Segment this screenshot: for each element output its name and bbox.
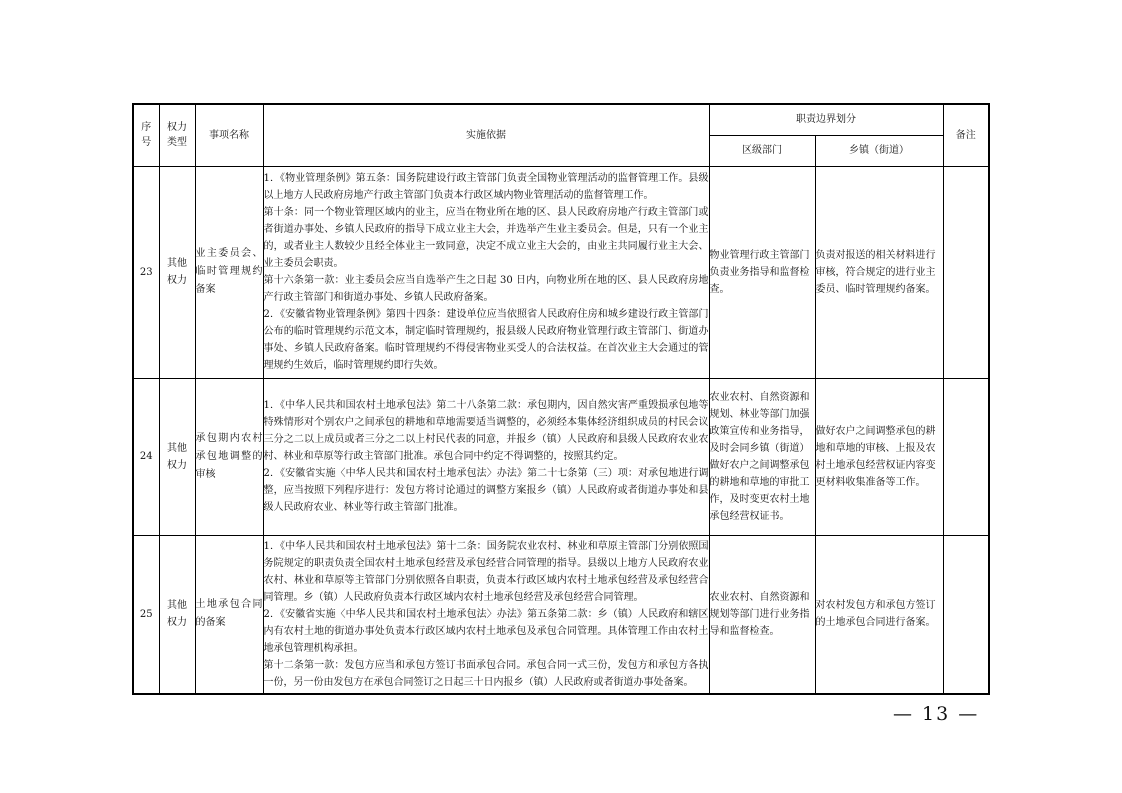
row-seq: 23 xyxy=(133,166,159,378)
row-township: 负责对报送的相关材料进行审核，符合规定的进行业主委员、临时管理规约备案。 xyxy=(815,166,943,378)
basis-paragraph: 1．《中华人民共和国农村土地承包法》第十二条：国务院农业农村、林业和草原主管部门分别依照国务院规定的职责负责全国农村土地承包经营及承包经营合同管理的指导。县级以上地方人民政府农业农村、林业和草原等主管部门分别依照各自职责，负责本行政区域内农村土地承包经营及承包经营合同管理。乡（镇）人民政府负责本行政区域内农村土地承包经营及承包经营合同管理。 xyxy=(263,540,709,603)
header-township: 乡镇（街道） xyxy=(815,135,943,166)
row-item-name: 承包期内农村承包地调整的审核 xyxy=(195,378,263,535)
row-remark xyxy=(943,378,989,535)
header-item-name: 事项名称 xyxy=(195,104,263,166)
basis-paragraph: 第十六条第一款：业主委员会应当自选举产生之日起 30 日内，向物业所在地的区、县人民政府房地产行政主管部门和街道办事处、乡镇人民政府备案。 xyxy=(263,275,709,303)
page-number: — 13 — xyxy=(893,703,980,725)
header-boundary: 职责边界划分 xyxy=(709,104,943,135)
row-basis xyxy=(263,166,709,378)
basis-paragraph: 第十条：同一个物业管理区域内的业主，应当在物业所在地的区、县人民政府房地产行政主管部门或者街道办事处、乡镇人民政府的指导下成立业主大会，并选举产生业主委员会。但是，只有一个业主的，或者业主人数较少且经全体业主一致同意，决定不成立业主大会的，由业主共同履行业主大会、业主委员会职责。 xyxy=(263,207,709,269)
row-power-type: 其他 权力 xyxy=(159,535,195,694)
row-basis xyxy=(263,378,709,535)
basis-paragraph: 第十二条第一款：发包方应当和承包方签订书面承包合同。承包合同一式三份，发包方和承包方各执一份，另一份由发包方在承包合同签订之日起三十日内报乡（镇）人民政府或者街道办事处备案。 xyxy=(263,659,709,688)
authority-table xyxy=(132,103,990,695)
header-remark: 备注 xyxy=(943,104,989,166)
basis-paragraph: 2．《安徽省实施〈中华人民共和国农村土地承包法〉办法》第五条第二款：乡（镇）人民政府和辖区内有农村土地的街道办事处负责本行政区域内农村土地承包及承包合同管理。具体管理工作由农村土地承包管理机构承担。 xyxy=(263,608,709,654)
row-item-name: 业主委员会、临时管理规约备案 xyxy=(195,166,263,378)
row-seq: 25 xyxy=(133,535,159,694)
row-district: 物业管理行政主管部门负责业务指导和监督检查。 xyxy=(709,166,815,378)
row-seq: 24 xyxy=(133,378,159,535)
row-item-name: 土地承包合同的备案 xyxy=(195,535,263,694)
basis-paragraph: 2．《安徽省实施〈中华人民共和国农村土地承包法〉办法》第二十七条第（三）项：对承包地进行调整，应当按照下列程序进行：发包方将讨论通过的调整方案报乡（镇）人民政府或者街道办事处和县级人民政府农业、林业等行政主管部门批准。 xyxy=(263,468,709,513)
row-power-type: 其他 权力 xyxy=(159,166,195,378)
row-township: 做好农户之间调整承包的耕地和草地的审核、上报及农村土地承包经营权证内容变更材料收集准备等工作。 xyxy=(815,378,943,535)
basis-paragraph: 1．《物业管理条例》第五条：国务院建设行政主管部门负责全国物业管理活动的监督管理工作。县级以上地方人民政府房地产行政主管部门负责本行政区域内物业管理活动的监督管理工作。 xyxy=(263,173,709,201)
row-power-type: 其他 权力 xyxy=(159,378,195,535)
row-district: 农业农村、自然资源和规划等部门进行业务指导和监督检查。 xyxy=(709,535,815,694)
header-power-type: 权力 类型 xyxy=(159,104,195,166)
basis-paragraph: 2．《安徽省物业管理条例》第四十四条：建设单位应当依照省人民政府住房和城乡建设行政主管部门公布的临时管理规约示范文本，制定临时管理规约，报县级人民政府物业管理行政主管部门、街道办事处、乡镇人民政府备案。临时管理规约不得侵害物业买受人的合法权益。在首次业主大会通过的管理规约生效后，临时管理规约即行失效。 xyxy=(263,309,709,371)
basis-paragraph: 1．《中华人民共和国农村土地承包法》第二十八条第二款：承包期内，因自然灾害严重毁损承包地等特殊情形对个别农户之间承包的耕地和草地需要适当调整的，必须经本集体经济组织成员的村民会议三分之二以上成员或者三分之二以上村民代表的同意，并报乡（镇）人民政府和县级人民政府农业农村、林业和草原等行政主管部门批准。承包合同中约定不得调整的，按照其约定。 xyxy=(263,400,709,462)
row-basis xyxy=(263,535,709,694)
table-row xyxy=(133,535,989,694)
header-basis: 实施依据 xyxy=(263,104,709,166)
row-district: 农业农村、自然资源和规划、林业等部门加强政策宣传和业务指导，及时会同乡镇（街道）做好农户之间调整承包的耕地和草地的审批工作，及时变更农村土地承包经营权证书。 xyxy=(709,378,815,535)
row-remark xyxy=(943,535,989,694)
header-seq: 序 号 xyxy=(133,104,159,166)
table-row xyxy=(133,166,989,378)
header-district: 区级部门 xyxy=(709,135,815,166)
table-row xyxy=(133,378,989,535)
row-township: 对农村发包方和承包方签订的土地承包合同进行备案。 xyxy=(815,535,943,694)
row-remark xyxy=(943,166,989,378)
